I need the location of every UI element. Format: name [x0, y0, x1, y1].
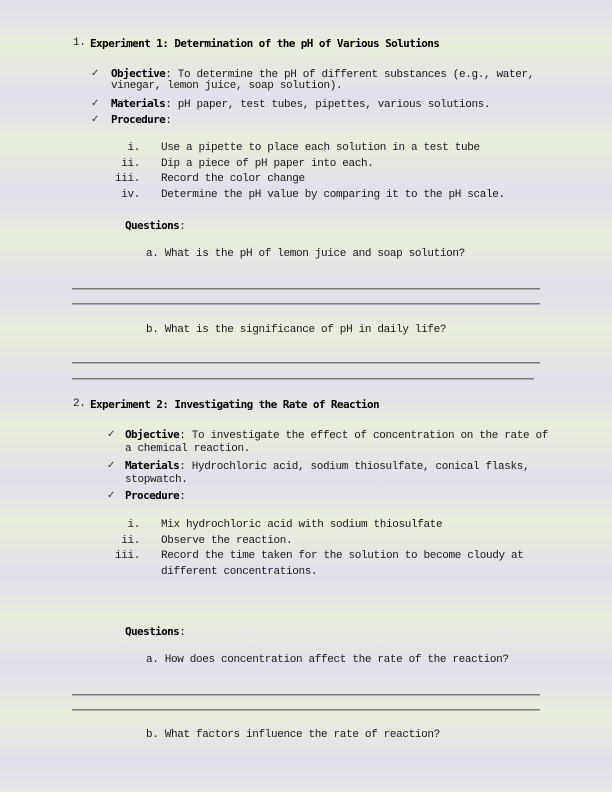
objective-text-cont: vinegar, lemon juice, soap solution).: [111, 80, 343, 92]
questions-colon: :: [179, 627, 186, 639]
answer-line[interactable]: [72, 288, 540, 290]
step-text: Determine the pH value by comparing it to the pH scale.: [161, 189, 505, 201]
step-numeral: i.: [127, 142, 140, 154]
questions-heading: [125, 625, 185, 640]
question-text: What factors influence the rate of reaction?: [164, 729, 440, 741]
materials-line: [125, 459, 529, 474]
section-heading: Experiment 1: Determination of the pH of Various Solutions: [90, 37, 440, 50]
materials-text: : Hydrochloric acid, sodium thiosulfate, conical flasks,: [179, 461, 530, 473]
materials-line: [111, 97, 490, 112]
step-numeral: ii.: [121, 535, 140, 547]
answer-line[interactable]: [72, 709, 540, 711]
answer-line[interactable]: [72, 303, 540, 305]
checkmark-icon: ✓: [107, 429, 116, 440]
question-a: [146, 248, 465, 261]
step-text-cont: different concentrations.: [161, 566, 318, 578]
materials-text-cont: stopwatch.: [125, 474, 188, 486]
step-text: Record the color change: [161, 173, 305, 185]
section-number: 2.: [73, 398, 86, 410]
objective-label: Objective: [125, 428, 180, 441]
answer-line[interactable]: [72, 378, 534, 380]
questions-label: Questions: [125, 625, 180, 638]
question-text: What is the pH of lemon juice and soap solution?: [164, 248, 465, 260]
materials-label: Materials: [125, 459, 180, 472]
procedure-line: [125, 489, 185, 504]
objective-label: Objective: [111, 67, 166, 80]
procedure-colon: :: [179, 491, 186, 503]
checkmark-icon: ✓: [107, 490, 116, 501]
answer-line[interactable]: [72, 362, 540, 364]
step-text: Mix hydrochloric acid with sodium thiosulfate: [161, 519, 443, 531]
question-text: What is the significance of pH in daily life?: [164, 324, 447, 336]
question-letter: a.: [146, 654, 159, 666]
questions-label: Questions: [125, 219, 180, 232]
section-number: 1.: [73, 37, 86, 49]
step-text: Observe the reaction.: [161, 535, 293, 547]
question-text: How does concentration affect the rate of the reaction?: [164, 654, 509, 666]
questions-heading: [125, 219, 185, 234]
objective-text: : To investigate the effect of concentration on the rate of: [179, 430, 549, 442]
checkmark-icon: ✓: [91, 114, 100, 125]
checkmark-icon: ✓: [91, 68, 100, 79]
objective-text-cont: a chemical reaction.: [125, 443, 251, 455]
step-text: Dip a piece of pH paper into each.: [161, 158, 374, 170]
checkmark-icon: ✓: [107, 460, 116, 471]
question-b: [146, 324, 446, 337]
questions-colon: :: [179, 221, 186, 233]
question-letter: a.: [146, 248, 159, 260]
step-numeral: iii.: [114, 550, 140, 562]
procedure-label: Procedure: [125, 489, 180, 502]
materials-label: Materials: [111, 97, 166, 110]
objective-text: : To determine the pH of different substances (e.g., water,: [165, 69, 535, 81]
question-letter: b.: [146, 729, 159, 741]
materials-text: : pH paper, test tubes, pipettes, various solutions.: [165, 99, 491, 111]
procedure-colon: :: [165, 115, 172, 127]
step-numeral: iii.: [114, 173, 140, 185]
step-text: Record the time taken for the solution to become cloudy at: [161, 550, 524, 562]
question-b: [146, 729, 440, 742]
question-letter: b.: [146, 324, 159, 336]
step-numeral: iv.: [121, 189, 140, 201]
step-numeral: i.: [127, 519, 140, 531]
procedure-line: [111, 113, 171, 128]
step-text: Use a pipette to place each solution in a test tube: [161, 142, 480, 154]
checkmark-icon: ✓: [91, 98, 100, 109]
answer-line[interactable]: [72, 694, 540, 696]
procedure-label: Procedure: [111, 113, 166, 126]
section-heading: Experiment 2: Investigating the Rate of Reaction: [90, 398, 380, 411]
objective-line: [125, 428, 548, 443]
question-a: [146, 654, 509, 667]
step-numeral: ii.: [121, 158, 140, 170]
